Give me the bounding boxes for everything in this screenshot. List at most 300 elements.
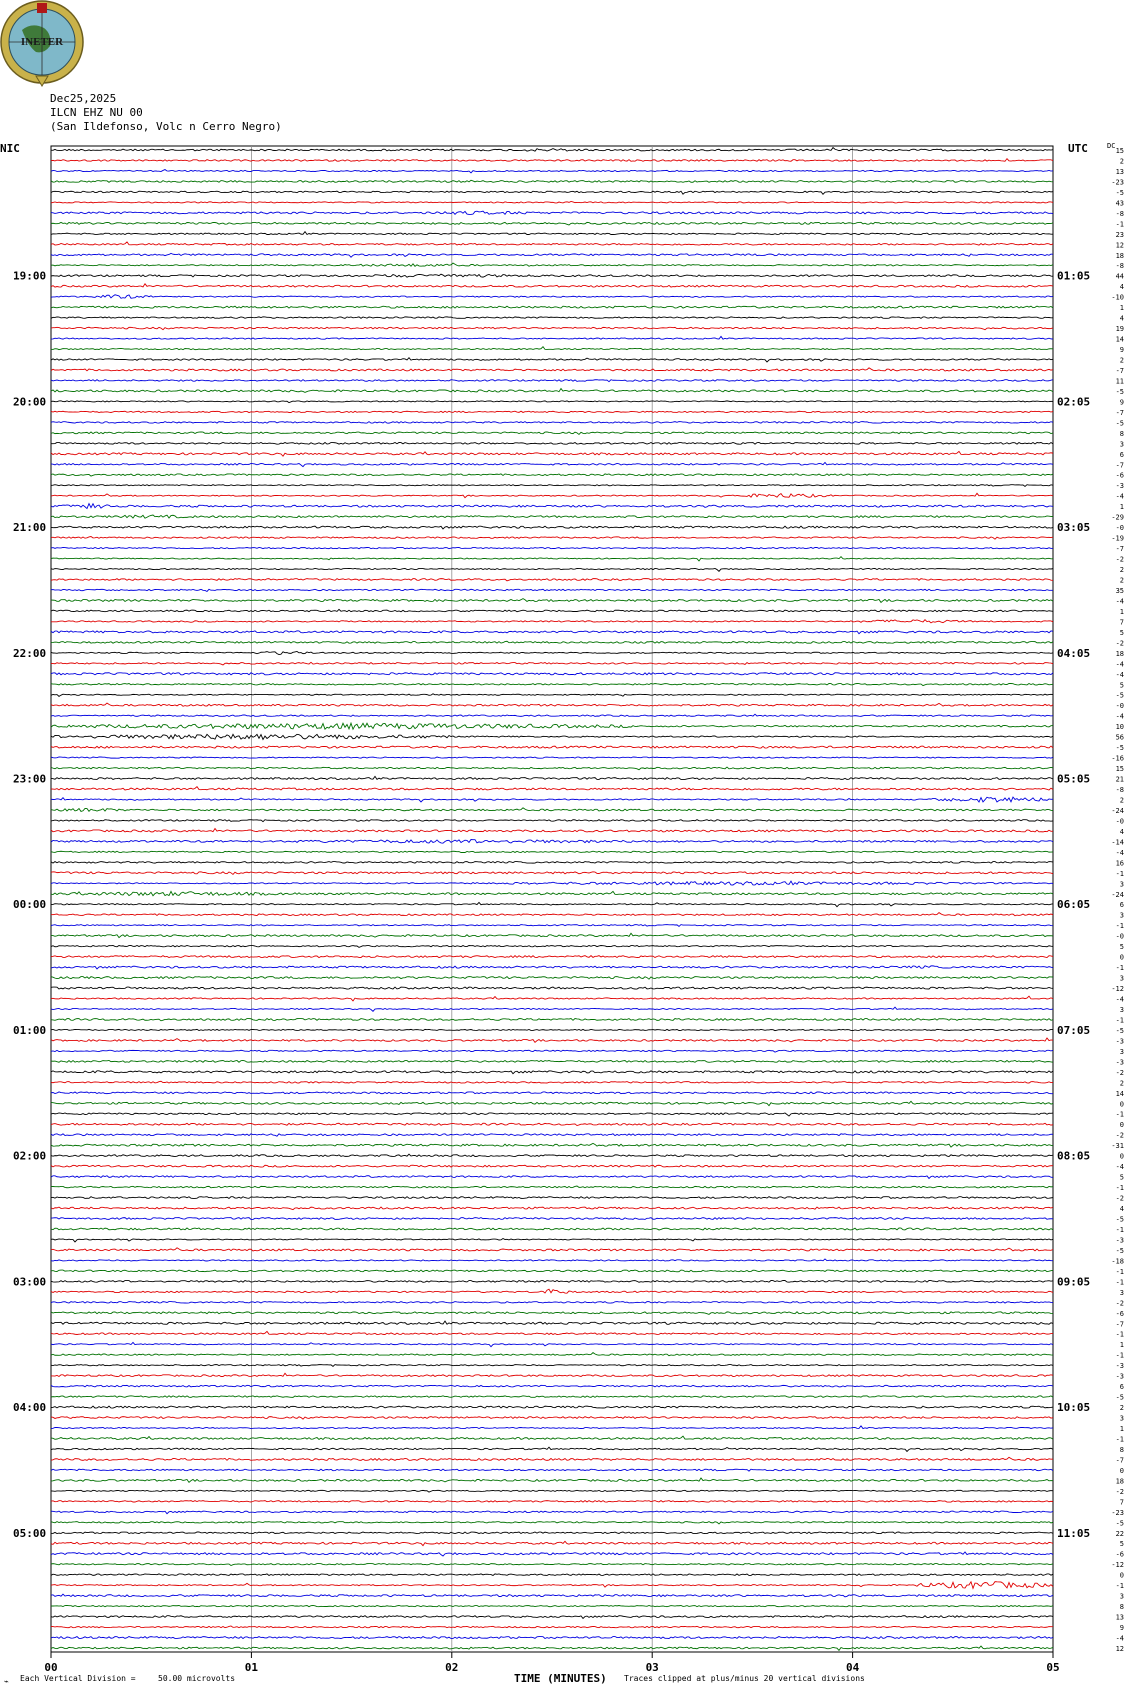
dc-offset-label: -4 xyxy=(1115,712,1124,721)
dc-offset-label: -2 xyxy=(1115,555,1124,564)
dc-offset-label: 5 xyxy=(1119,1540,1124,1549)
left-hour-label: 04:00 xyxy=(13,1401,47,1415)
trace-row xyxy=(51,422,1053,424)
dc-offset-label: 3 xyxy=(1119,1592,1124,1601)
dc-offset-label: 13 xyxy=(1115,167,1124,176)
dc-offset-label: 9 xyxy=(1119,398,1124,407)
dc-offset-label: 0 xyxy=(1119,1152,1124,1161)
dc-offset-label: -7 xyxy=(1115,545,1124,554)
trace-row xyxy=(51,557,1053,561)
dc-offset-label: 3 xyxy=(1119,1047,1124,1056)
dc-offset-label: 1 xyxy=(1119,503,1124,512)
left-hour-label: 02:00 xyxy=(13,1149,47,1163)
trace-row xyxy=(51,862,1053,864)
dc-offset-label: -12 xyxy=(1111,985,1124,994)
trace-row xyxy=(51,851,1053,852)
x-tick-label: 01 xyxy=(244,1661,259,1674)
dc-header: DC xyxy=(1107,142,1116,150)
dc-offset-label: -1 xyxy=(1115,1330,1124,1339)
dc-offset-label: 18 xyxy=(1115,649,1124,658)
dc-offset-label: 15 xyxy=(1115,765,1124,774)
dc-offset-label: -4 xyxy=(1115,597,1124,606)
trace-row xyxy=(51,295,1053,298)
dc-offset-label: 2 xyxy=(1119,356,1124,365)
dc-offset-label: -1 xyxy=(1115,1184,1124,1193)
trace-row xyxy=(51,1582,1053,1589)
dc-offset-label: 2 xyxy=(1119,796,1124,805)
dc-offset-label: -23 xyxy=(1111,178,1124,187)
dc-offset-label: -0 xyxy=(1115,932,1124,941)
scale-prefix: Each Vertical Division = xyxy=(20,1674,136,1683)
dc-offset-label: 9 xyxy=(1119,346,1124,355)
trace-row xyxy=(51,253,1053,257)
trace-row xyxy=(51,1207,1053,1210)
trace-row xyxy=(51,1312,1053,1315)
trace-row xyxy=(51,232,1053,235)
trace-row xyxy=(51,1626,1053,1628)
dc-offset-label: 4 xyxy=(1119,1205,1124,1214)
trace-row xyxy=(51,723,1053,729)
dc-offset-label: -8 xyxy=(1115,262,1124,271)
dc-offset-label: -5 xyxy=(1115,1215,1124,1224)
trace-row xyxy=(51,1071,1053,1074)
trace-row xyxy=(51,380,1053,382)
trace-row xyxy=(51,1218,1053,1220)
dc-offset-label: -2 xyxy=(1115,639,1124,648)
trace-row xyxy=(51,1186,1053,1188)
dc-offset-label: -1 xyxy=(1115,922,1124,931)
dc-offset-label: -18 xyxy=(1111,1257,1124,1266)
dc-offset-label: -31 xyxy=(1111,1142,1124,1151)
trace-row xyxy=(51,902,1053,906)
trace-row xyxy=(51,485,1053,487)
trace-row xyxy=(51,1228,1053,1230)
trace-row xyxy=(51,1373,1053,1376)
left-hour-label: 20:00 xyxy=(13,395,47,409)
dc-offset-label: 3 xyxy=(1119,440,1124,449)
dc-offset-label: 56 xyxy=(1115,733,1124,742)
right-hour-label: 05:05 xyxy=(1057,772,1091,786)
dc-offset-label: 3 xyxy=(1119,974,1124,983)
trace-row xyxy=(51,631,1053,634)
trace-row xyxy=(51,1552,1053,1556)
trace-row xyxy=(51,808,1053,812)
dc-offset-label: -0 xyxy=(1115,817,1124,826)
dc-offset-label: 18 xyxy=(1115,251,1124,260)
right-hour-label: 06:05 xyxy=(1057,898,1091,912)
dc-offset-label: 12 xyxy=(1115,1645,1124,1653)
trace-row xyxy=(51,1123,1053,1125)
trace-row xyxy=(51,327,1053,329)
trace-row xyxy=(51,703,1053,706)
dc-offset-label: 5 xyxy=(1119,681,1124,690)
dc-offset-label: 14 xyxy=(1115,335,1124,344)
dc-offset-label: -3 xyxy=(1115,1236,1124,1245)
trace-row xyxy=(51,547,1053,548)
trace-row xyxy=(51,1522,1053,1524)
dc-offset-label: -2 xyxy=(1115,1068,1124,1077)
dc-offset-label: 6 xyxy=(1119,1383,1124,1392)
trace-row xyxy=(51,694,1053,697)
right-hour-label: 02:05 xyxy=(1057,395,1091,409)
trace-row xyxy=(51,1616,1053,1619)
dc-offset-label: -5 xyxy=(1115,1246,1124,1255)
dc-offset-label: 7 xyxy=(1119,618,1124,627)
trace-row xyxy=(51,1165,1053,1167)
dc-offset-label: -23 xyxy=(1111,1508,1124,1517)
right-hour-label: 07:05 xyxy=(1057,1023,1091,1037)
x-tick-label: 03 xyxy=(645,1661,659,1674)
trace-row xyxy=(51,317,1053,318)
trace-row xyxy=(51,820,1053,822)
clip-note: Traces clipped at plus/minus 20 vertical divisions xyxy=(624,1674,865,1683)
dc-offset-label: 10 xyxy=(1115,723,1124,732)
dc-offset-label: 0 xyxy=(1119,1571,1124,1580)
trace-row xyxy=(51,1605,1053,1606)
dc-offset-label: -3 xyxy=(1115,1058,1124,1067)
dc-offset-label: 0 xyxy=(1119,953,1124,962)
trace-row xyxy=(51,1143,1053,1147)
trace-row xyxy=(51,714,1053,716)
dc-offset-label: 15 xyxy=(1115,147,1124,155)
trace-row xyxy=(51,1113,1053,1116)
left-hour-label: 01:00 xyxy=(13,1023,47,1037)
dc-offset-label: 0 xyxy=(1119,1100,1124,1109)
left-timezone: NIC xyxy=(0,142,20,155)
trace-row xyxy=(51,1646,1053,1650)
dc-offset-label: 4 xyxy=(1119,283,1124,292)
trace-row xyxy=(51,1396,1053,1398)
dc-offset-label: -6 xyxy=(1115,471,1124,480)
dc-offset-label: 5 xyxy=(1119,628,1124,637)
trace-row xyxy=(51,746,1053,748)
dc-offset-label: -16 xyxy=(1111,754,1124,763)
dc-offset-label: -4 xyxy=(1115,660,1124,669)
dc-offset-label: -4 xyxy=(1115,1163,1124,1172)
trace-row xyxy=(51,1248,1053,1251)
dc-offset-label: -4 xyxy=(1115,848,1124,857)
dc-offset-label: 5 xyxy=(1119,1173,1124,1182)
dc-offset-label: 3 xyxy=(1119,911,1124,920)
trace-row xyxy=(51,787,1053,790)
dc-offset-label: 21 xyxy=(1115,775,1124,784)
trace-row xyxy=(51,1457,1053,1460)
trace-row xyxy=(51,1637,1053,1639)
dc-offset-label: 2 xyxy=(1119,576,1124,585)
trace-row xyxy=(51,211,1053,214)
trace-row xyxy=(51,966,1053,969)
trace-row xyxy=(51,1270,1053,1272)
trace-row xyxy=(51,263,1053,266)
trace-row xyxy=(51,956,1053,958)
trace-row xyxy=(51,684,1053,686)
trace-row xyxy=(51,651,1053,654)
trace-row xyxy=(51,1342,1053,1346)
right-hour-label: 11:05 xyxy=(1057,1526,1091,1540)
trace-row xyxy=(51,673,1053,675)
trace-row xyxy=(51,411,1053,412)
trace-row xyxy=(51,1176,1053,1179)
dc-offset-label: 19 xyxy=(1115,325,1124,334)
trace-row xyxy=(51,1060,1053,1062)
trace-row xyxy=(51,913,1053,916)
dc-offset-label: -0 xyxy=(1115,702,1124,711)
dc-offset-label: -29 xyxy=(1111,513,1124,522)
dc-offset-label: -5 xyxy=(1115,1393,1124,1402)
trace-row xyxy=(51,1134,1053,1136)
dc-offset-label: 4 xyxy=(1119,827,1124,836)
dc-offset-label: 2 xyxy=(1119,1404,1124,1413)
trace-row xyxy=(51,274,1053,277)
dc-offset-label: -1 xyxy=(1115,1351,1124,1360)
dc-offset-label: 4 xyxy=(1119,314,1124,323)
trace-row xyxy=(51,1019,1053,1021)
left-hour-label: 19:00 xyxy=(13,269,47,283)
scale-value: 50.00 microvolts xyxy=(158,1674,236,1683)
trace-row xyxy=(51,1469,1053,1471)
dc-offset-label: 6 xyxy=(1119,450,1124,459)
dc-offset-label: 3 xyxy=(1119,1288,1124,1297)
dc-offset-label: -1 xyxy=(1115,1016,1124,1025)
trace-row xyxy=(51,537,1053,540)
left-hour-label: 22:00 xyxy=(13,646,47,660)
dc-offset-label: -4 xyxy=(1115,670,1124,679)
dc-offset-label: -2 xyxy=(1115,1487,1124,1496)
trace-row xyxy=(51,933,1053,937)
dc-offset-label: -5 xyxy=(1115,188,1124,197)
trace-row xyxy=(51,1154,1053,1156)
dc-offset-label: -6 xyxy=(1115,1309,1124,1318)
trace-row xyxy=(51,1289,1053,1293)
trace-row xyxy=(51,734,1053,739)
trace-row xyxy=(51,1436,1053,1439)
trace-row xyxy=(51,401,1053,403)
dc-offset-label: -24 xyxy=(1111,806,1124,815)
dc-offset-label: 6 xyxy=(1119,901,1124,910)
date-label: Dec25,2025 xyxy=(50,92,117,105)
dc-offset-label: -1 xyxy=(1115,220,1124,229)
dc-offset-label: -7 xyxy=(1115,1456,1124,1465)
trace-row xyxy=(51,579,1053,581)
dc-offset-label: 2 xyxy=(1119,566,1124,575)
dc-offset-label: -1 xyxy=(1115,1225,1124,1234)
trace-row xyxy=(51,1501,1053,1503)
trace-row xyxy=(51,180,1053,182)
dc-offset-label: -5 xyxy=(1115,744,1124,753)
trace-row xyxy=(51,1029,1053,1030)
trace-row xyxy=(51,389,1053,393)
left-hour-label: 03:00 xyxy=(13,1275,47,1289)
dc-offset-label: -3 xyxy=(1115,1037,1124,1046)
trace-row xyxy=(51,515,1053,518)
dc-offset-label: -2 xyxy=(1115,1299,1124,1308)
trace-row xyxy=(51,1511,1053,1514)
dc-offset-label: -8 xyxy=(1115,786,1124,795)
dc-offset-label: 18 xyxy=(1115,1477,1124,1486)
trace-row xyxy=(51,776,1053,779)
dc-offset-label: 14 xyxy=(1115,1089,1124,1098)
trace-row xyxy=(51,368,1053,371)
trace-row xyxy=(51,1406,1053,1408)
trace-row xyxy=(51,1541,1053,1545)
dc-offset-label: 0 xyxy=(1119,1121,1124,1130)
trace-row xyxy=(51,568,1053,571)
trace-row xyxy=(51,493,1053,497)
x-tick-label: 04 xyxy=(845,1661,860,1674)
dc-offset-label: 35 xyxy=(1115,586,1124,595)
dc-offset-label: -6 xyxy=(1115,1550,1124,1559)
trace-row xyxy=(51,201,1053,203)
dc-offset-label: 23 xyxy=(1115,230,1124,239)
trace-row xyxy=(51,987,1053,989)
dc-offset-label: -24 xyxy=(1111,890,1124,899)
trace-row xyxy=(51,222,1053,225)
trace-row xyxy=(51,159,1053,162)
trace-row xyxy=(51,872,1053,875)
trace-row xyxy=(51,504,1053,509)
dc-offset-label: -7 xyxy=(1115,1320,1124,1329)
dc-offset-label: -7 xyxy=(1115,366,1124,375)
trace-row xyxy=(51,462,1053,466)
dc-offset-label: -19 xyxy=(1111,534,1124,543)
trace-row xyxy=(51,1259,1053,1261)
trace-row xyxy=(51,1239,1053,1242)
dc-offset-label: 2 xyxy=(1119,1079,1124,1088)
trace-row xyxy=(51,996,1053,1001)
trace-row xyxy=(51,1280,1053,1282)
dc-offset-label: 0 xyxy=(1119,1466,1124,1475)
dc-offset-label: -4 xyxy=(1115,995,1124,1004)
dc-offset-label: 8 xyxy=(1119,429,1124,438)
trace-row xyxy=(51,358,1053,362)
trace-row xyxy=(51,925,1053,927)
dc-offset-label: 12 xyxy=(1115,241,1124,250)
dc-offset-label: -14 xyxy=(1111,838,1124,847)
dc-offset-label: -2 xyxy=(1115,1194,1124,1203)
trace-row xyxy=(51,432,1053,434)
x-tick-label: 05 xyxy=(1046,1661,1060,1674)
dc-offset-label: -8 xyxy=(1115,209,1124,218)
dc-offset-label: 1 xyxy=(1119,607,1124,616)
location-label: (San Ildefonso, Volc n Cerro Negro) xyxy=(50,120,282,133)
plot-frame xyxy=(51,146,1053,1652)
trace-row xyxy=(51,1574,1053,1576)
trace-row xyxy=(51,148,1053,152)
dc-offset-label: 11 xyxy=(1115,377,1124,386)
trace-row xyxy=(51,609,1053,611)
right-hour-label: 10:05 xyxy=(1057,1401,1091,1415)
trace-row xyxy=(51,589,1053,591)
dc-offset-label: 1 xyxy=(1119,304,1124,313)
dc-offset-label: -1 xyxy=(1115,869,1124,878)
dc-offset-label: -3 xyxy=(1115,482,1124,491)
trace-row xyxy=(51,284,1053,287)
trace-row xyxy=(51,1081,1053,1083)
dc-offset-label: -2 xyxy=(1115,1131,1124,1140)
trace-row xyxy=(51,170,1053,173)
left-hour-label: 23:00 xyxy=(13,772,47,786)
dc-offset-label: -5 xyxy=(1115,691,1124,700)
dc-offset-label: 8 xyxy=(1119,1603,1124,1612)
trace-row xyxy=(51,797,1053,802)
trace-row xyxy=(51,1092,1053,1094)
trace-row xyxy=(51,1385,1053,1387)
trace-row xyxy=(51,442,1053,444)
right-hour-label: 01:05 xyxy=(1057,269,1091,283)
dc-offset-label: -7 xyxy=(1115,461,1124,470)
trace-row xyxy=(51,336,1053,339)
trace-row xyxy=(51,1302,1053,1303)
trace-row xyxy=(51,1417,1053,1420)
dc-offset-label: -4 xyxy=(1115,492,1124,501)
dc-offset-label: 22 xyxy=(1115,1529,1124,1538)
trace-row xyxy=(51,641,1053,643)
trace-row xyxy=(51,306,1053,308)
right-hour-label: 04:05 xyxy=(1057,646,1091,660)
trace-row xyxy=(51,977,1053,980)
station-label: ILCN EHZ NU 00 xyxy=(50,106,143,119)
dc-offset-label: -12 xyxy=(1111,1561,1124,1570)
trace-row xyxy=(51,1594,1053,1597)
trace-row xyxy=(51,242,1053,245)
dc-offset-label: 8 xyxy=(1119,1445,1124,1454)
trace-row xyxy=(51,451,1053,456)
trace-row xyxy=(51,620,1053,623)
x-axis-title: TIME (MINUTES) xyxy=(514,1672,607,1685)
left-hour-label: 00:00 xyxy=(13,898,47,912)
dc-offset-label: -1 xyxy=(1115,1582,1124,1591)
trace-row xyxy=(51,1490,1053,1492)
trace-row xyxy=(51,945,1053,947)
trace-row xyxy=(51,757,1053,758)
left-hour-label: 21:00 xyxy=(13,521,47,535)
dc-offset-label: 44 xyxy=(1115,272,1124,281)
trace-row xyxy=(51,474,1053,476)
logo-text: INETER xyxy=(20,36,64,48)
dc-offset-label: -1 xyxy=(1115,964,1124,973)
dc-offset-label: -3 xyxy=(1115,1372,1124,1381)
dc-offset-label: 43 xyxy=(1115,199,1124,208)
dc-offset-label: -4 xyxy=(1115,1634,1124,1643)
trace-row xyxy=(51,767,1053,770)
dc-offset-label: 1 xyxy=(1119,1341,1124,1350)
trace-row xyxy=(51,1197,1053,1199)
dc-offset-label: 5 xyxy=(1119,943,1124,952)
dc-offset-label: -0 xyxy=(1115,524,1124,533)
dc-offset-label: 16 xyxy=(1115,859,1124,868)
trace-row xyxy=(51,1365,1053,1367)
trace-row xyxy=(51,1426,1053,1429)
dc-offset-label: -10 xyxy=(1111,293,1124,302)
trace-row xyxy=(51,1038,1053,1042)
trace-row xyxy=(51,829,1053,832)
trace-row xyxy=(51,191,1053,194)
trace-row xyxy=(51,1101,1053,1105)
trace-row xyxy=(51,1564,1053,1566)
trace-row xyxy=(51,662,1053,665)
right-timezone: UTC xyxy=(1068,142,1088,155)
trace-row xyxy=(51,1447,1053,1451)
dc-offset-label: -5 xyxy=(1115,1026,1124,1035)
dc-offset-label: -5 xyxy=(1115,419,1124,428)
dc-offset-label: 1 xyxy=(1119,1425,1124,1434)
trace-row xyxy=(51,1007,1053,1011)
trace-row xyxy=(51,891,1053,895)
trace-row xyxy=(51,1353,1053,1356)
dc-offset-label: 13 xyxy=(1115,1613,1124,1622)
trace-row xyxy=(51,599,1053,603)
trace-row xyxy=(51,1532,1053,1534)
